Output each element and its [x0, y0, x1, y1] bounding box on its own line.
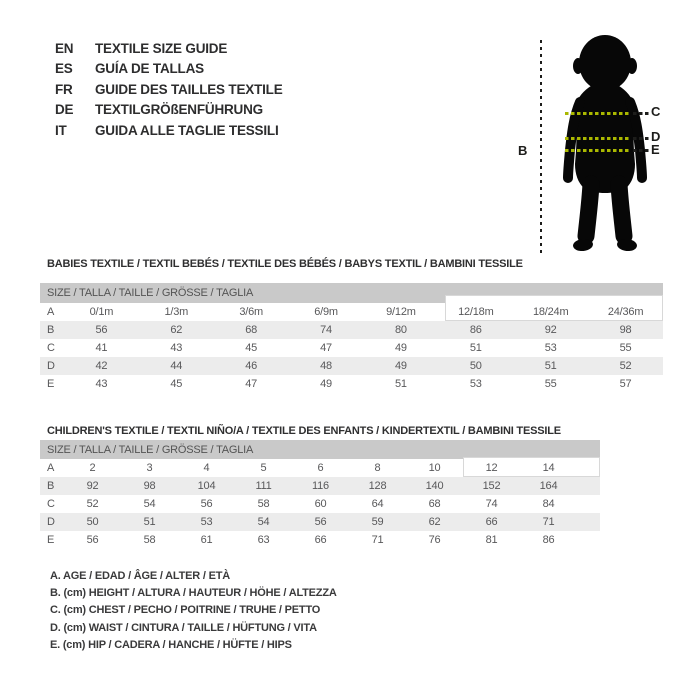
- table-cell: 51: [544, 360, 557, 372]
- table-cell: 56: [86, 534, 99, 546]
- measure-label-b: B: [518, 143, 528, 158]
- table-cell: 49: [395, 342, 407, 354]
- table-cell: 3/6m: [239, 306, 264, 318]
- height-measure-line: [540, 40, 542, 253]
- children-row-d: [40, 513, 600, 531]
- table-cell: 53: [544, 342, 557, 354]
- table-cell: 66: [485, 516, 498, 528]
- lang-title: TEXTILGRÖßENFÜHRUNG: [95, 102, 263, 118]
- table-cell: 12: [485, 462, 498, 474]
- table-cell: 86: [542, 534, 555, 546]
- table-cell: 80: [395, 324, 407, 336]
- waist-measure-line: [565, 137, 630, 140]
- table-cell: 42: [95, 360, 108, 372]
- table-cell: 52: [619, 360, 632, 372]
- table-cell: 54: [257, 516, 270, 528]
- table-cell: 6/9m: [314, 306, 338, 318]
- table-cell: 58: [143, 534, 156, 546]
- table-cell: 98: [619, 324, 632, 336]
- measure-label-d: D: [651, 129, 661, 144]
- table-cell: 49: [320, 378, 332, 390]
- table-cell: 71: [371, 534, 384, 546]
- babies-row-d: [40, 357, 663, 375]
- table-cell: 128: [368, 480, 387, 492]
- table-cell: 64: [371, 498, 384, 510]
- table-cell: 18/24m: [532, 306, 569, 318]
- table-cell: 48: [320, 360, 332, 372]
- lang-row-en: [55, 38, 283, 59]
- table-cell: 0/1m: [89, 306, 114, 318]
- lang-title: GUÍA DE TALLAS: [95, 61, 204, 77]
- lang-code: DE: [55, 102, 74, 118]
- lang-title: TEXTILE SIZE GUIDE: [95, 40, 228, 56]
- table-cell: 81: [485, 534, 498, 546]
- table-cell: 76: [428, 534, 441, 546]
- waist-measure-line-lead: [633, 137, 649, 140]
- table-cell: 45: [245, 342, 258, 354]
- babies-row-a: [40, 303, 663, 321]
- table-cell: 68: [245, 324, 258, 336]
- table-cell: 59: [371, 516, 384, 528]
- table-cell: 56: [95, 324, 108, 336]
- table-cell: 1/3m: [164, 306, 189, 318]
- lang-code: FR: [55, 81, 73, 97]
- chest-measure-line-lead: [633, 112, 649, 115]
- babies-row-b: [40, 321, 663, 339]
- table-cell: 12/18m: [458, 306, 494, 318]
- lang-row-de: [55, 100, 283, 121]
- table-cell: 84: [542, 498, 555, 510]
- table-cell: 50: [86, 516, 99, 528]
- lang-row-it: [55, 120, 283, 141]
- table-cell: 44: [170, 360, 183, 372]
- babies-row-c: [40, 339, 663, 357]
- table-cell: 62: [428, 516, 441, 528]
- language-title-list: [55, 38, 283, 141]
- lang-row-fr: [55, 79, 283, 100]
- child-silhouette: [550, 32, 660, 254]
- table-cell: 164: [539, 480, 558, 492]
- table-cell: 140: [425, 480, 444, 492]
- table-cell: 51: [395, 378, 407, 390]
- table-cell: 3: [146, 462, 153, 474]
- table-cell: 54: [143, 498, 156, 510]
- hip-measure-line: [565, 149, 630, 152]
- table-cell: 46: [245, 360, 258, 372]
- children-row-b: [40, 477, 600, 495]
- table-cell: 56: [200, 498, 213, 510]
- babies-section-title: BABIES TEXTILE / TEXTIL BEBÉS / TEXTILE DES BÉBÉS / BABYS TEXTIL / BAMBINI TESSILE: [47, 258, 523, 270]
- row-label: A: [47, 462, 55, 474]
- table-cell: 41: [95, 342, 108, 354]
- table-cell: 60: [314, 498, 327, 510]
- table-cell: 92: [544, 324, 557, 336]
- table-cell: 53: [469, 378, 482, 390]
- table-cell: 43: [170, 342, 183, 354]
- row-label: B: [47, 324, 55, 336]
- legend-line-b: B. (cm) HEIGHT / ALTURA / HAUTEUR / HÖHE / ALTEZZA: [50, 587, 337, 600]
- measure-label-c: C: [651, 104, 661, 119]
- table-cell: 43: [95, 378, 108, 390]
- table-cell: 5: [260, 462, 267, 474]
- table-cell: 51: [469, 342, 482, 354]
- row-label: E: [47, 378, 55, 390]
- table-cell: 51: [143, 516, 156, 528]
- table-cell: 74: [485, 498, 498, 510]
- children-row-c: [40, 495, 600, 513]
- measure-label-e: E: [651, 142, 660, 157]
- lang-title: GUIDA ALLE TAGLIE TESSILI: [95, 122, 279, 138]
- table-cell: 57: [619, 378, 632, 390]
- table-cell: 50: [469, 360, 482, 372]
- lang-row-es: [55, 59, 283, 80]
- children-size-header-text: SIZE / TALLA / TAILLE / GRÖSSE / TAGLIA: [47, 443, 254, 456]
- row-label: D: [47, 360, 55, 372]
- table-cell: 47: [320, 342, 332, 354]
- children-section-title: CHILDREN'S TEXTILE / TEXTIL NIÑO/A / TEXTILE DES ENFANTS / KINDERTEXTIL / BAMBINI TESSILE: [47, 425, 561, 437]
- lang-code: IT: [55, 122, 67, 138]
- table-cell: 47: [245, 378, 258, 390]
- table-cell: 2: [89, 462, 96, 474]
- hip-measure-line-lead: [633, 149, 649, 152]
- table-cell: 98: [143, 480, 156, 492]
- children-row-a: [40, 459, 600, 477]
- table-cell: 24/36m: [607, 306, 644, 318]
- table-cell: 56: [314, 516, 327, 528]
- legend-line-c: C. (cm) CHEST / PECHO / POITRINE / TRUHE / PETTO: [50, 604, 321, 617]
- chest-measure-line: [565, 112, 630, 115]
- row-label: E: [47, 534, 55, 546]
- table-cell: 62: [170, 324, 183, 336]
- lang-code: EN: [55, 40, 74, 56]
- table-cell: 61: [200, 534, 213, 546]
- table-cell: 8: [374, 462, 381, 474]
- table-cell: 111: [255, 480, 272, 492]
- row-label: B: [47, 480, 55, 492]
- table-cell: 53: [200, 516, 213, 528]
- table-cell: 58: [257, 498, 270, 510]
- table-cell: 63: [257, 534, 270, 546]
- table-cell: 86: [469, 324, 482, 336]
- table-cell: 49: [395, 360, 407, 372]
- table-cell: 66: [314, 534, 327, 546]
- table-cell: 45: [170, 378, 183, 390]
- table-cell: 104: [197, 480, 216, 492]
- table-cell: 14: [542, 462, 555, 474]
- babies-size-header-text: SIZE / TALLA / TAILLE / GRÖSSE / TAGLIA: [47, 287, 254, 299]
- table-cell: 10: [428, 462, 441, 474]
- legend-line-d: D. (cm) WAIST / CINTURA / TAILLE / HÜFTUNG / VITA: [50, 621, 317, 634]
- table-cell: 6: [317, 462, 324, 474]
- table-cell: 55: [619, 342, 632, 354]
- table-cell: 68: [428, 498, 441, 510]
- row-label: A: [47, 306, 55, 318]
- legend-line-a: A. AGE / EDAD / ÂGE / ALTER / ETÀ: [50, 570, 231, 582]
- table-cell: 4: [203, 462, 210, 474]
- measure-legend: [50, 570, 337, 656]
- row-label: C: [47, 498, 55, 510]
- legend-line-e: E. (cm) HIP / CADERA / HANCHE / HÜFTE / HIPS: [50, 638, 292, 651]
- table-cell: 71: [542, 516, 555, 528]
- table-cell: 116: [312, 480, 329, 492]
- table-cell: 92: [86, 480, 99, 492]
- lang-title: GUIDE DES TAILLES TEXTILE: [95, 81, 283, 97]
- table-cell: 55: [544, 378, 557, 390]
- table-cell: 9/12m: [386, 306, 416, 318]
- table-cell: 52: [86, 498, 99, 510]
- babies-row-e: [40, 375, 663, 393]
- row-label: C: [47, 342, 55, 354]
- children-row-e: [40, 531, 600, 549]
- row-label: D: [47, 516, 55, 528]
- lang-code: ES: [55, 61, 73, 77]
- table-cell: 152: [482, 480, 501, 492]
- table-cell: 74: [320, 324, 332, 336]
